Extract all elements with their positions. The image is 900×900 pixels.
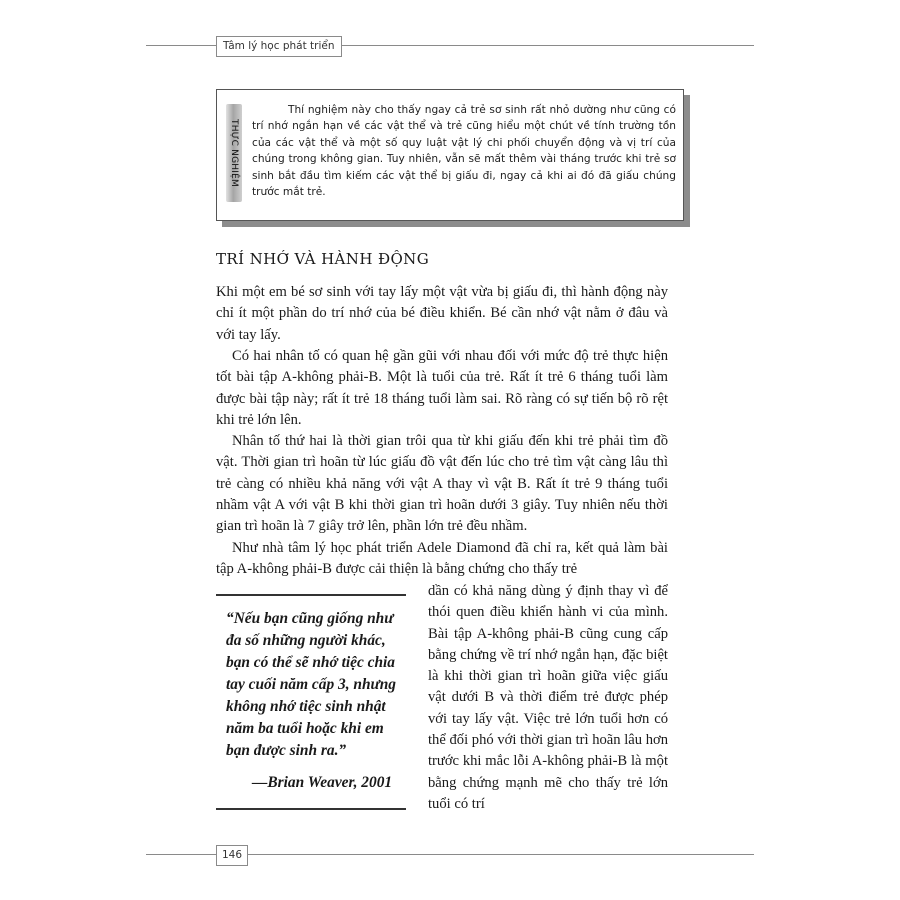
header-rule-right	[330, 45, 754, 46]
experiment-box-body: Thí nghiệm này cho thấy ngay cả trẻ sơ sinh rất nhỏ dường như cũng có trí nhớ ngắn hạn về các vật thể và trẻ cũng hiểu một chút về tính trường tồn của các vật thể và một số quy luật vật lý chi phối chuyển động và vị trí của chúng trong không gian. Tuy nhiên, vẫn sẽ mất thêm vài tháng trước khi trẻ sơ sinh bắt đầu tìm kiếm các vật thể bị giấu đi, ngay cả khi ai đó đã giấu chúng trước mắt trẻ.	[252, 104, 676, 199]
experiment-tab-label: THỰC NGHIỆM	[229, 119, 239, 187]
footer-rule-left	[146, 854, 216, 855]
pull-quote-author: —Brian Weaver, 2001	[252, 774, 393, 791]
footer-rule-right	[248, 854, 754, 855]
paragraph-4: Như nhà tâm lý học phát triển Adele Diamond đã chỉ ra, kết quả làm bài tập A-không phải-B được cải thiện là bằng chứng cho thấy trẻ	[216, 540, 668, 578]
experiment-box-text	[252, 102, 676, 200]
running-header: Tâm lý học phát triển	[216, 36, 342, 57]
page-number: 146	[216, 845, 248, 866]
pull-quote-top-rule	[216, 594, 406, 596]
section-title: TRÍ NHỚ VÀ HÀNH ĐỘNG	[216, 250, 430, 268]
pull-quote-text: “Nếu bạn cũng giống như đa số những người khác, bạn có thể sẽ nhớ tiệc chia tay cuối năm cấp 3, nhưng không nhớ tiệc sinh nhật năm ba tuổi hoặc khi em bạn được sinh ra.”	[226, 610, 396, 759]
paragraph-3: Nhân tố thứ hai là thời gian trôi qua từ khi giấu đến khi trẻ phải tìm đồ vật. Thời gian trì hoãn từ lúc giấu đồ vật đến lúc cho trẻ tìm vật càng lâu thì trẻ càng có nhiều khả năng với vật A thay vì vật B. Rất ít trẻ 9 tháng tuổi nhầm vật A với vật B khi thời gian trì hoãn dưới 3 giây. Tuy nhiên nếu thời gian trì hoãn là 7 giây trở lên, phần lớn trẻ đều nhầm.	[216, 433, 668, 535]
header-rule-left	[146, 45, 216, 46]
pull-quote-bottom-rule	[216, 808, 406, 810]
paragraph-1: Khi một em bé sơ sinh với tay lấy một vật vừa bị giấu đi, thì hành động này chỉ ít một phần do trí nhớ của bé điều khiển. Bé cần nhớ vật nằm ở đâu và với tay lấy.	[216, 284, 668, 343]
experiment-side-tab	[226, 104, 242, 202]
paragraph-4-continued: dần có khả năng dùng ý định thay vì để thói quen điều khiển hành vi của mình. Bài tập A-không phải-B cũng cung cấp bằng chứng về trí nhớ ngắn hạn, đặc biệt là khi thời gian trì hoãn giữa việc giấu vật dưới B và thời điểm trẻ được phép với tay lấy vật. Việc trẻ lớn tuổi hơn có thể đối phó với thời gian trì hoãn lâu hơn trước khi mắc lỗi A-không phải-B là một bằng chứng mạnh mẽ cho thấy trẻ lớn tuổi có trí	[428, 583, 668, 812]
paragraph-2: Có hai nhân tố có quan hệ gần gũi với nhau đối với mức độ trẻ thực hiện tốt bài tập A-không phải-B. Một là tuổi của trẻ. Rất ít trẻ 6 tháng tuổi làm được bài tập này; rất ít trẻ 18 tháng tuổi làm sai. Rõ ràng có sự tiến bộ rõ rệt khi trẻ lớn lên.	[216, 348, 668, 428]
